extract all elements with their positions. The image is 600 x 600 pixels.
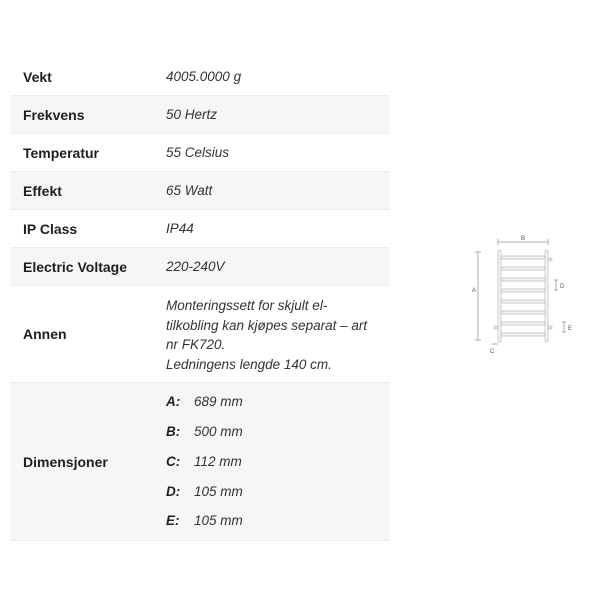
crossbars: [501, 256, 545, 336]
dimension-item-c: [166, 447, 390, 477]
dimension-value: 112 mm: [194, 453, 242, 469]
spec-row-frekvens: [10, 96, 390, 134]
dimension-letter: A:: [166, 394, 181, 410]
crossbar: [501, 278, 545, 281]
spec-table: [10, 58, 390, 541]
spec-row-temperatur: [10, 134, 390, 172]
spec-value: IP44: [166, 220, 194, 236]
annen-line: Monteringssett for skjult el-: [166, 298, 328, 313]
crossbar: [501, 267, 545, 270]
dimension-list: [166, 383, 390, 540]
dimension-value: 105 mm: [194, 483, 243, 499]
spec-label: Vekt: [23, 68, 52, 85]
spec-row-ip-class: [10, 210, 390, 248]
spec-value: 55 Celsius: [166, 144, 230, 160]
spec-label: IP Class: [23, 220, 78, 237]
spec-label: Temperatur: [23, 144, 99, 161]
dimension-values: [166, 383, 390, 540]
right-rail: [545, 250, 548, 342]
spec-value: 50 Hertz: [166, 106, 218, 122]
spec-value: 4005.0000 g: [166, 68, 242, 84]
dimension-item-b: [166, 417, 390, 447]
spec-label: Effekt: [23, 182, 62, 199]
spec-row-vekt: [10, 58, 390, 96]
left-rail: [498, 250, 501, 342]
wall-bracket: [548, 326, 552, 329]
dimension-value: 105 mm: [194, 513, 243, 529]
dimension-item-a: [166, 387, 390, 417]
dimension-value: 500 mm: [194, 423, 243, 439]
spec-row-annen: [10, 286, 390, 383]
wall-bracket: [494, 326, 498, 329]
towel-rail-dimension-diagram: [470, 232, 580, 358]
spec-row-effekt: [10, 172, 390, 210]
label-e: E: [568, 326, 573, 332]
annen-line: tilkobling kan kjøpes separat – art: [166, 317, 368, 333]
crossbar: [501, 333, 545, 336]
crossbar: [501, 311, 545, 314]
crossbar: [501, 256, 545, 259]
annen-line: Ledningens lengde 140 cm.: [166, 356, 332, 372]
dimension-value: 689 mm: [194, 394, 243, 410]
dimension-letter: B:: [166, 423, 181, 439]
spec-row-electric-voltage: [10, 248, 390, 286]
dimension-letter: E:: [166, 513, 180, 529]
spec-label: Dimensjoner: [23, 453, 108, 470]
crossbar: [501, 300, 545, 303]
label-d: D: [560, 284, 565, 290]
label-b: B: [520, 236, 526, 242]
crossbar: [501, 322, 545, 325]
spec-label: Frekvens: [23, 106, 85, 123]
crossbar: [501, 289, 545, 292]
spec-label: Electric Voltage: [23, 258, 128, 275]
dimension-item-e: [166, 506, 390, 536]
annen-text: [166, 294, 390, 374]
spec-row-dimensjoner: [10, 383, 390, 541]
label-a: A: [472, 288, 477, 294]
label-c: C: [490, 349, 495, 355]
spec-value: 65 Watt: [166, 182, 213, 198]
dimension-letter: D:: [166, 483, 181, 499]
dimension-letter: C:: [166, 453, 181, 469]
annen-line: nr FK720.: [166, 337, 226, 352]
spec-value: 220-240V: [166, 258, 225, 274]
wall-bracket: [548, 258, 552, 261]
spec-label: Annen: [23, 326, 67, 342]
dimension-item-d: [166, 476, 390, 506]
